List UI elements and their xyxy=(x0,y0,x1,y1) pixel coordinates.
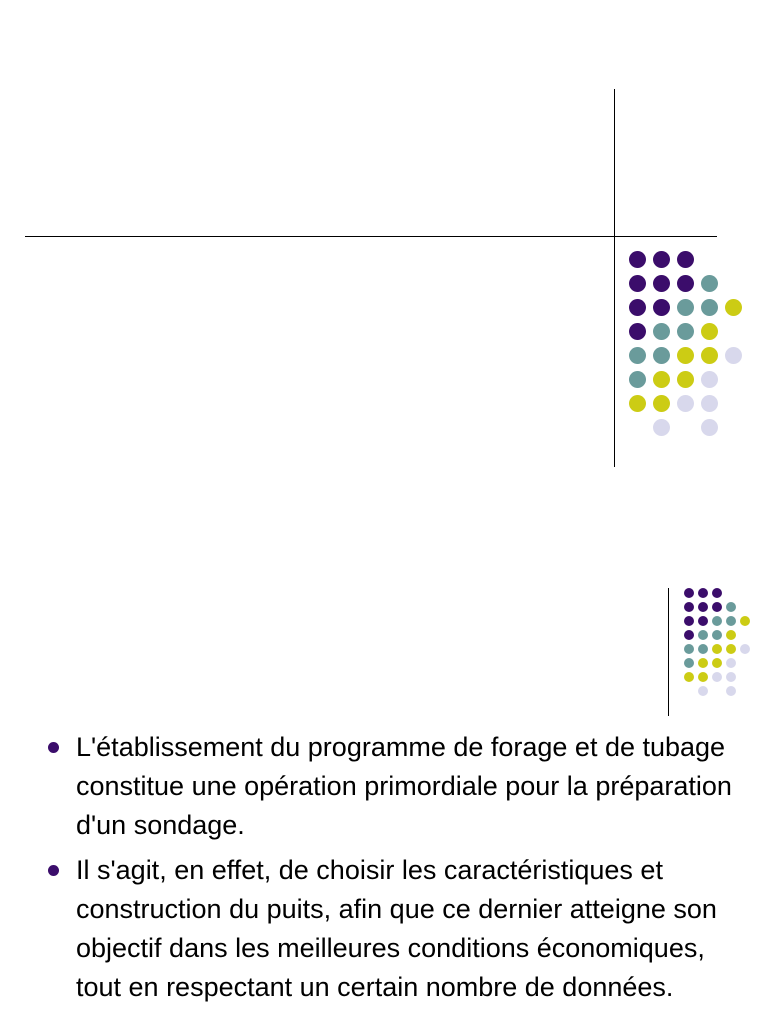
horizontal-rule xyxy=(25,236,717,237)
dot-purple xyxy=(712,602,722,612)
dot-lavender xyxy=(701,395,718,412)
dot-yellow xyxy=(701,323,718,340)
dot-yellow xyxy=(653,395,670,412)
dot-purple xyxy=(684,602,694,612)
dot-yellow xyxy=(653,371,670,388)
dot-purple xyxy=(677,251,694,268)
dot-lavender xyxy=(653,419,670,436)
dot-purple xyxy=(653,275,670,292)
dot-lavender xyxy=(726,658,736,668)
dot-teal xyxy=(698,630,708,640)
dot-yellow xyxy=(712,658,722,668)
dot-yellow xyxy=(677,371,694,388)
dot-lavender xyxy=(701,419,718,436)
dot-teal xyxy=(629,371,646,388)
dot-yellow xyxy=(725,299,742,316)
dot-teal xyxy=(677,299,694,316)
dot-purple xyxy=(684,630,694,640)
dot-purple xyxy=(712,588,722,598)
vertical-rule xyxy=(668,588,669,716)
bullet-icon xyxy=(48,742,59,753)
bullet-list xyxy=(44,728,744,1013)
bullet-text: Il s'agit, en effet, de choisir les caractéristiques et construction du puits, afin que ce dernier atteigne son objectif dans les meilleures conditions économiques, tout en respectant un certain nombre de données. xyxy=(76,855,717,1002)
slide-2 xyxy=(0,560,768,1024)
dot-purple xyxy=(629,323,646,340)
dot-teal xyxy=(684,644,694,654)
dot-teal xyxy=(712,630,722,640)
dot-lavender xyxy=(701,371,718,388)
dot-teal xyxy=(653,323,670,340)
dot-lavender xyxy=(726,686,736,696)
dot-yellow xyxy=(698,658,708,668)
dot-yellow xyxy=(698,672,708,682)
dot-yellow xyxy=(712,644,722,654)
dot-purple xyxy=(629,275,646,292)
dot-teal xyxy=(629,347,646,364)
dot-purple xyxy=(629,299,646,316)
dot-teal xyxy=(701,275,718,292)
dot-purple xyxy=(684,616,694,626)
dot-lavender xyxy=(712,672,722,682)
dot-lavender xyxy=(698,686,708,696)
dot-lavender xyxy=(725,347,742,364)
dot-lavender xyxy=(677,395,694,412)
dot-purple xyxy=(677,275,694,292)
dot-purple xyxy=(653,299,670,316)
dot-purple xyxy=(653,251,670,268)
dot-teal xyxy=(684,658,694,668)
dot-yellow xyxy=(677,347,694,364)
dot-yellow xyxy=(701,347,718,364)
dot-yellow xyxy=(726,630,736,640)
dot-teal xyxy=(712,616,722,626)
dot-teal xyxy=(677,323,694,340)
dot-yellow xyxy=(726,644,736,654)
dot-purple xyxy=(698,616,708,626)
dot-yellow xyxy=(740,616,750,626)
bullet-item xyxy=(44,851,744,1007)
dot-purple xyxy=(698,588,708,598)
dot-purple xyxy=(629,251,646,268)
dot-purple xyxy=(684,588,694,598)
bullet-item xyxy=(44,728,744,845)
dot-lavender xyxy=(726,672,736,682)
dot-teal xyxy=(653,347,670,364)
dot-teal xyxy=(726,602,736,612)
vertical-rule xyxy=(614,89,615,467)
dot-teal xyxy=(726,616,736,626)
dot-teal xyxy=(698,644,708,654)
dot-yellow xyxy=(629,395,646,412)
dot-purple xyxy=(698,602,708,612)
bullet-text: L'établissement du programme de forage et de tubage constitue une opération primordiale pour la préparation d'un sondage. xyxy=(76,732,732,840)
bullet-icon xyxy=(48,865,59,876)
dot-yellow xyxy=(684,672,694,682)
dot-teal xyxy=(701,299,718,316)
dot-lavender xyxy=(740,644,750,654)
